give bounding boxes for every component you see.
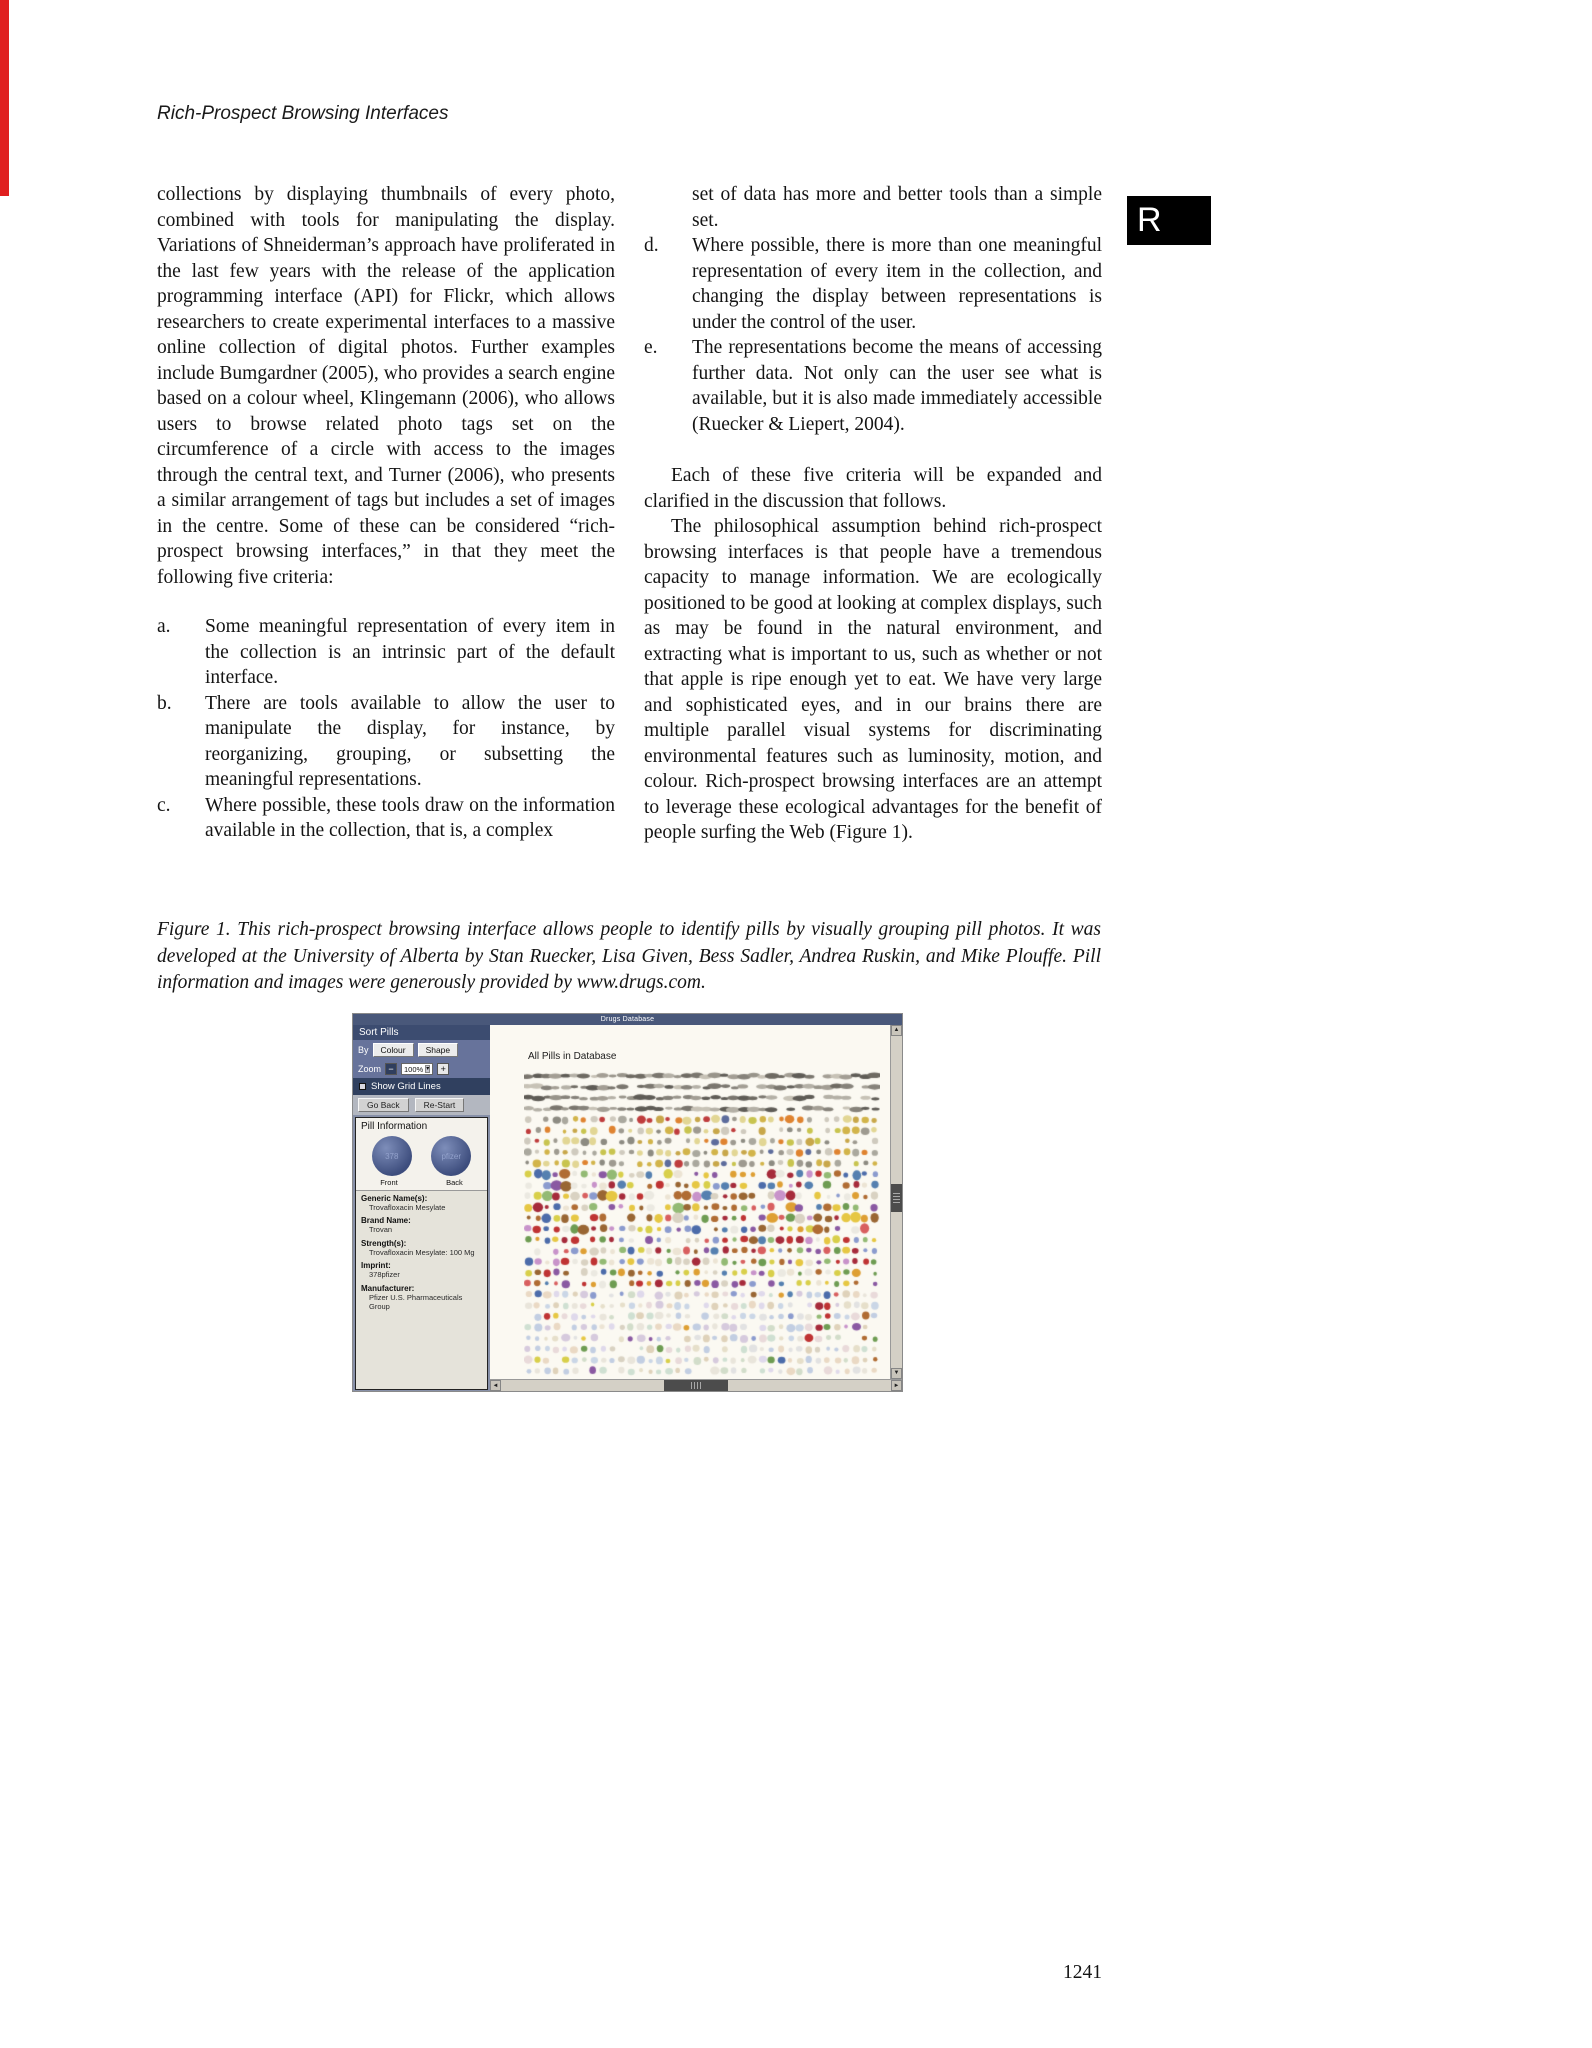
zoom-value: 100% xyxy=(404,1064,424,1074)
list-marker: a. xyxy=(157,616,171,637)
field-value: Trovafloxacin Mesylate xyxy=(369,1203,446,1212)
list-marker: d. xyxy=(644,235,659,256)
body-paragraph: The philosophical assumption behind rich-prospect browsing interfaces is that people have a tremendous capacity to manage information. We are ecologically positioned to be good at looking at complex displays, such as may be found in the natural environment, and extracting what is important to us, such as whether or not that apple is ripe enough yet to eat. We have very large and sophisticated eyes, and in our brains there are multiple parallel visual systems for discriminating environmental features such as luminosity, motion, and colour. Rich-prospect browsing interfaces are an attempt to leverage these ecological advantages for the benefit of people surfing the Web (Figure 1). xyxy=(644,516,1102,843)
nav-buttons-row xyxy=(353,1095,490,1115)
restart-button[interactable]: Re-Start xyxy=(415,1098,465,1112)
list-item-a xyxy=(157,614,615,691)
list-text: Where possible, there is more than one meaningful representation of every item in the collection, and changing the display between representations is under the control of the user. xyxy=(692,235,1102,333)
grid-lines-label: Show Grid Lines xyxy=(371,1081,441,1092)
go-back-button[interactable]: Go Back xyxy=(358,1098,409,1112)
field-value: Pfizer U.S. Pharmaceuticals Group xyxy=(369,1292,463,1311)
list-item-d xyxy=(644,233,1102,335)
pill-photos xyxy=(356,1134,487,1177)
back-imprint-text: pfizer xyxy=(441,1151,462,1161)
pill-front-image[interactable] xyxy=(372,1136,412,1176)
zoom-row xyxy=(353,1060,490,1078)
body-paragraph-continuation: set of data has more and better tools than a simple set. xyxy=(692,184,1102,231)
list-text: Some meaningful representation of every item in the collection is an intrinsic part of the default interface. xyxy=(205,616,615,688)
brand-name-field xyxy=(361,1216,482,1234)
left-column xyxy=(157,182,615,844)
vertical-scrollbar[interactable] xyxy=(890,1025,902,1379)
field-value: Trovafloxacin Mesylate: 100 Mg xyxy=(369,1247,475,1257)
zoom-label: Zoom xyxy=(358,1064,382,1074)
sidebar xyxy=(353,1025,490,1391)
index-thumb-tab xyxy=(1127,196,1211,245)
sort-by-colour-button[interactable]: Colour xyxy=(373,1043,414,1057)
imprint-field xyxy=(361,1261,482,1279)
window-titlebar[interactable]: Drugs Database xyxy=(353,1014,902,1025)
pill-info-title: Pill Information xyxy=(361,1121,428,1132)
horizontal-scrollbar[interactable] xyxy=(490,1379,902,1391)
list-item-b xyxy=(157,691,615,793)
pill-information-panel xyxy=(355,1117,488,1390)
red-margin-mark xyxy=(0,0,9,196)
show-grid-lines-toggle[interactable] xyxy=(353,1078,490,1095)
back-label: Back xyxy=(446,1178,463,1187)
pill-detail-fields xyxy=(356,1190,487,1389)
list-marker: e. xyxy=(644,337,658,358)
field-label: Generic Name(s): xyxy=(361,1194,428,1203)
window-body xyxy=(353,1025,902,1391)
generic-name-field xyxy=(361,1194,482,1212)
strength-field xyxy=(361,1239,482,1257)
list-item-e xyxy=(644,335,1102,437)
field-label: Brand Name: xyxy=(361,1216,411,1226)
thumb-tab-letter: R xyxy=(1137,201,1162,239)
field-label: Manufacturer: xyxy=(361,1283,415,1293)
manufacturer-field xyxy=(361,1284,482,1312)
running-head: Rich-Prospect Browsing Interfaces xyxy=(157,103,449,124)
body-paragraph: collections by displaying thumbnails of every photo, combined with tools for manipulating the display. Variations of Shneiderman’s approach have proliferated in the last few years with the release of the application programming interface (API) for Flickr, which allows researchers to create experimental interfaces to a massive online collection of digital photos. Further examples include Bumgardner (2005), who provides a search engine based on a colour wheel, Klingemann (2006), who allows users to browse related photo tags set on the circumference of a circle with access to the images through the central text, and Turner (2006), who presents a similar arrangement of tags but includes a set of images in the centre. Some of these can be considered “rich-prospect browsing interfaces,” in that they meet the following five criteria: xyxy=(157,184,615,588)
scroll-left-arrow[interactable]: ◄ xyxy=(490,1380,501,1391)
vertical-scroll-thumb[interactable] xyxy=(891,1184,902,1212)
scroll-right-arrow[interactable]: ► xyxy=(891,1380,902,1391)
criteria-list-d-e xyxy=(644,233,1102,437)
page-number: 1241 xyxy=(1063,1962,1102,1983)
all-pills-header: All Pills in Database xyxy=(528,1051,617,1062)
pill-back-image[interactable] xyxy=(431,1136,471,1176)
list-marker: c. xyxy=(157,794,171,816)
sort-by-shape-button[interactable]: Shape xyxy=(418,1043,459,1057)
field-value: 378pfizer xyxy=(369,1270,400,1280)
field-label: Imprint: xyxy=(361,1261,391,1271)
by-label: By xyxy=(358,1045,369,1055)
right-column xyxy=(644,182,1102,846)
figure-caption: Figure 1. This rich-prospect browsing interface allows people to identify pills by visually grouping pill photos. It was developed at the University of Alberta by Stan Ruecker, Lisa Given, Bess Sadler, Andrea Ruskin, and Mike Plouffe. Pill information and images were generously provided by www.drugs.com. xyxy=(157,919,1101,993)
drugs-database-window xyxy=(352,1013,903,1392)
front-imprint-text: 378 xyxy=(385,1151,399,1161)
list-marker: b. xyxy=(157,692,172,714)
sort-by-row xyxy=(353,1040,490,1060)
chevron-down-icon: ▾ xyxy=(426,1066,430,1072)
field-value: Trovan xyxy=(369,1225,393,1235)
sort-pills-header: Sort Pills xyxy=(353,1025,490,1040)
pill-grid-area xyxy=(490,1025,902,1391)
front-label: Front xyxy=(380,1178,398,1187)
scroll-up-arrow[interactable]: ▲ xyxy=(891,1025,902,1036)
scroll-down-arrow[interactable]: ▼ xyxy=(891,1368,902,1379)
list-text: Where possible, these tools draw on the information available in the collection, that is, a complex xyxy=(205,794,615,841)
grid-lines-checkbox[interactable] xyxy=(359,1083,366,1090)
list-text: There are tools available to allow the user to manipulate the display, for instance, by reorganizing, grouping, or subsetting the meaningful representations. xyxy=(205,692,615,790)
body-paragraph: Each of these five criteria will be expanded and clarified in the discussion that follows. xyxy=(644,465,1102,512)
zoom-in-button[interactable]: + xyxy=(437,1063,449,1075)
zoom-level-select[interactable] xyxy=(401,1063,433,1075)
pill-grid-canvas[interactable] xyxy=(524,1071,880,1377)
list-text: The representations become the means of accessing further data. Not only can the user see what is available, but it is also made immediately accessible (Ruecker & Liepert, 2004). xyxy=(692,337,1102,435)
zoom-out-button[interactable]: − xyxy=(385,1063,397,1075)
list-item-c xyxy=(157,793,615,844)
field-label: Strength(s): xyxy=(361,1238,407,1248)
criteria-list-a-c xyxy=(157,614,615,844)
horizontal-scroll-thumb[interactable] xyxy=(664,1380,728,1391)
pill-side-labels xyxy=(356,1177,487,1190)
